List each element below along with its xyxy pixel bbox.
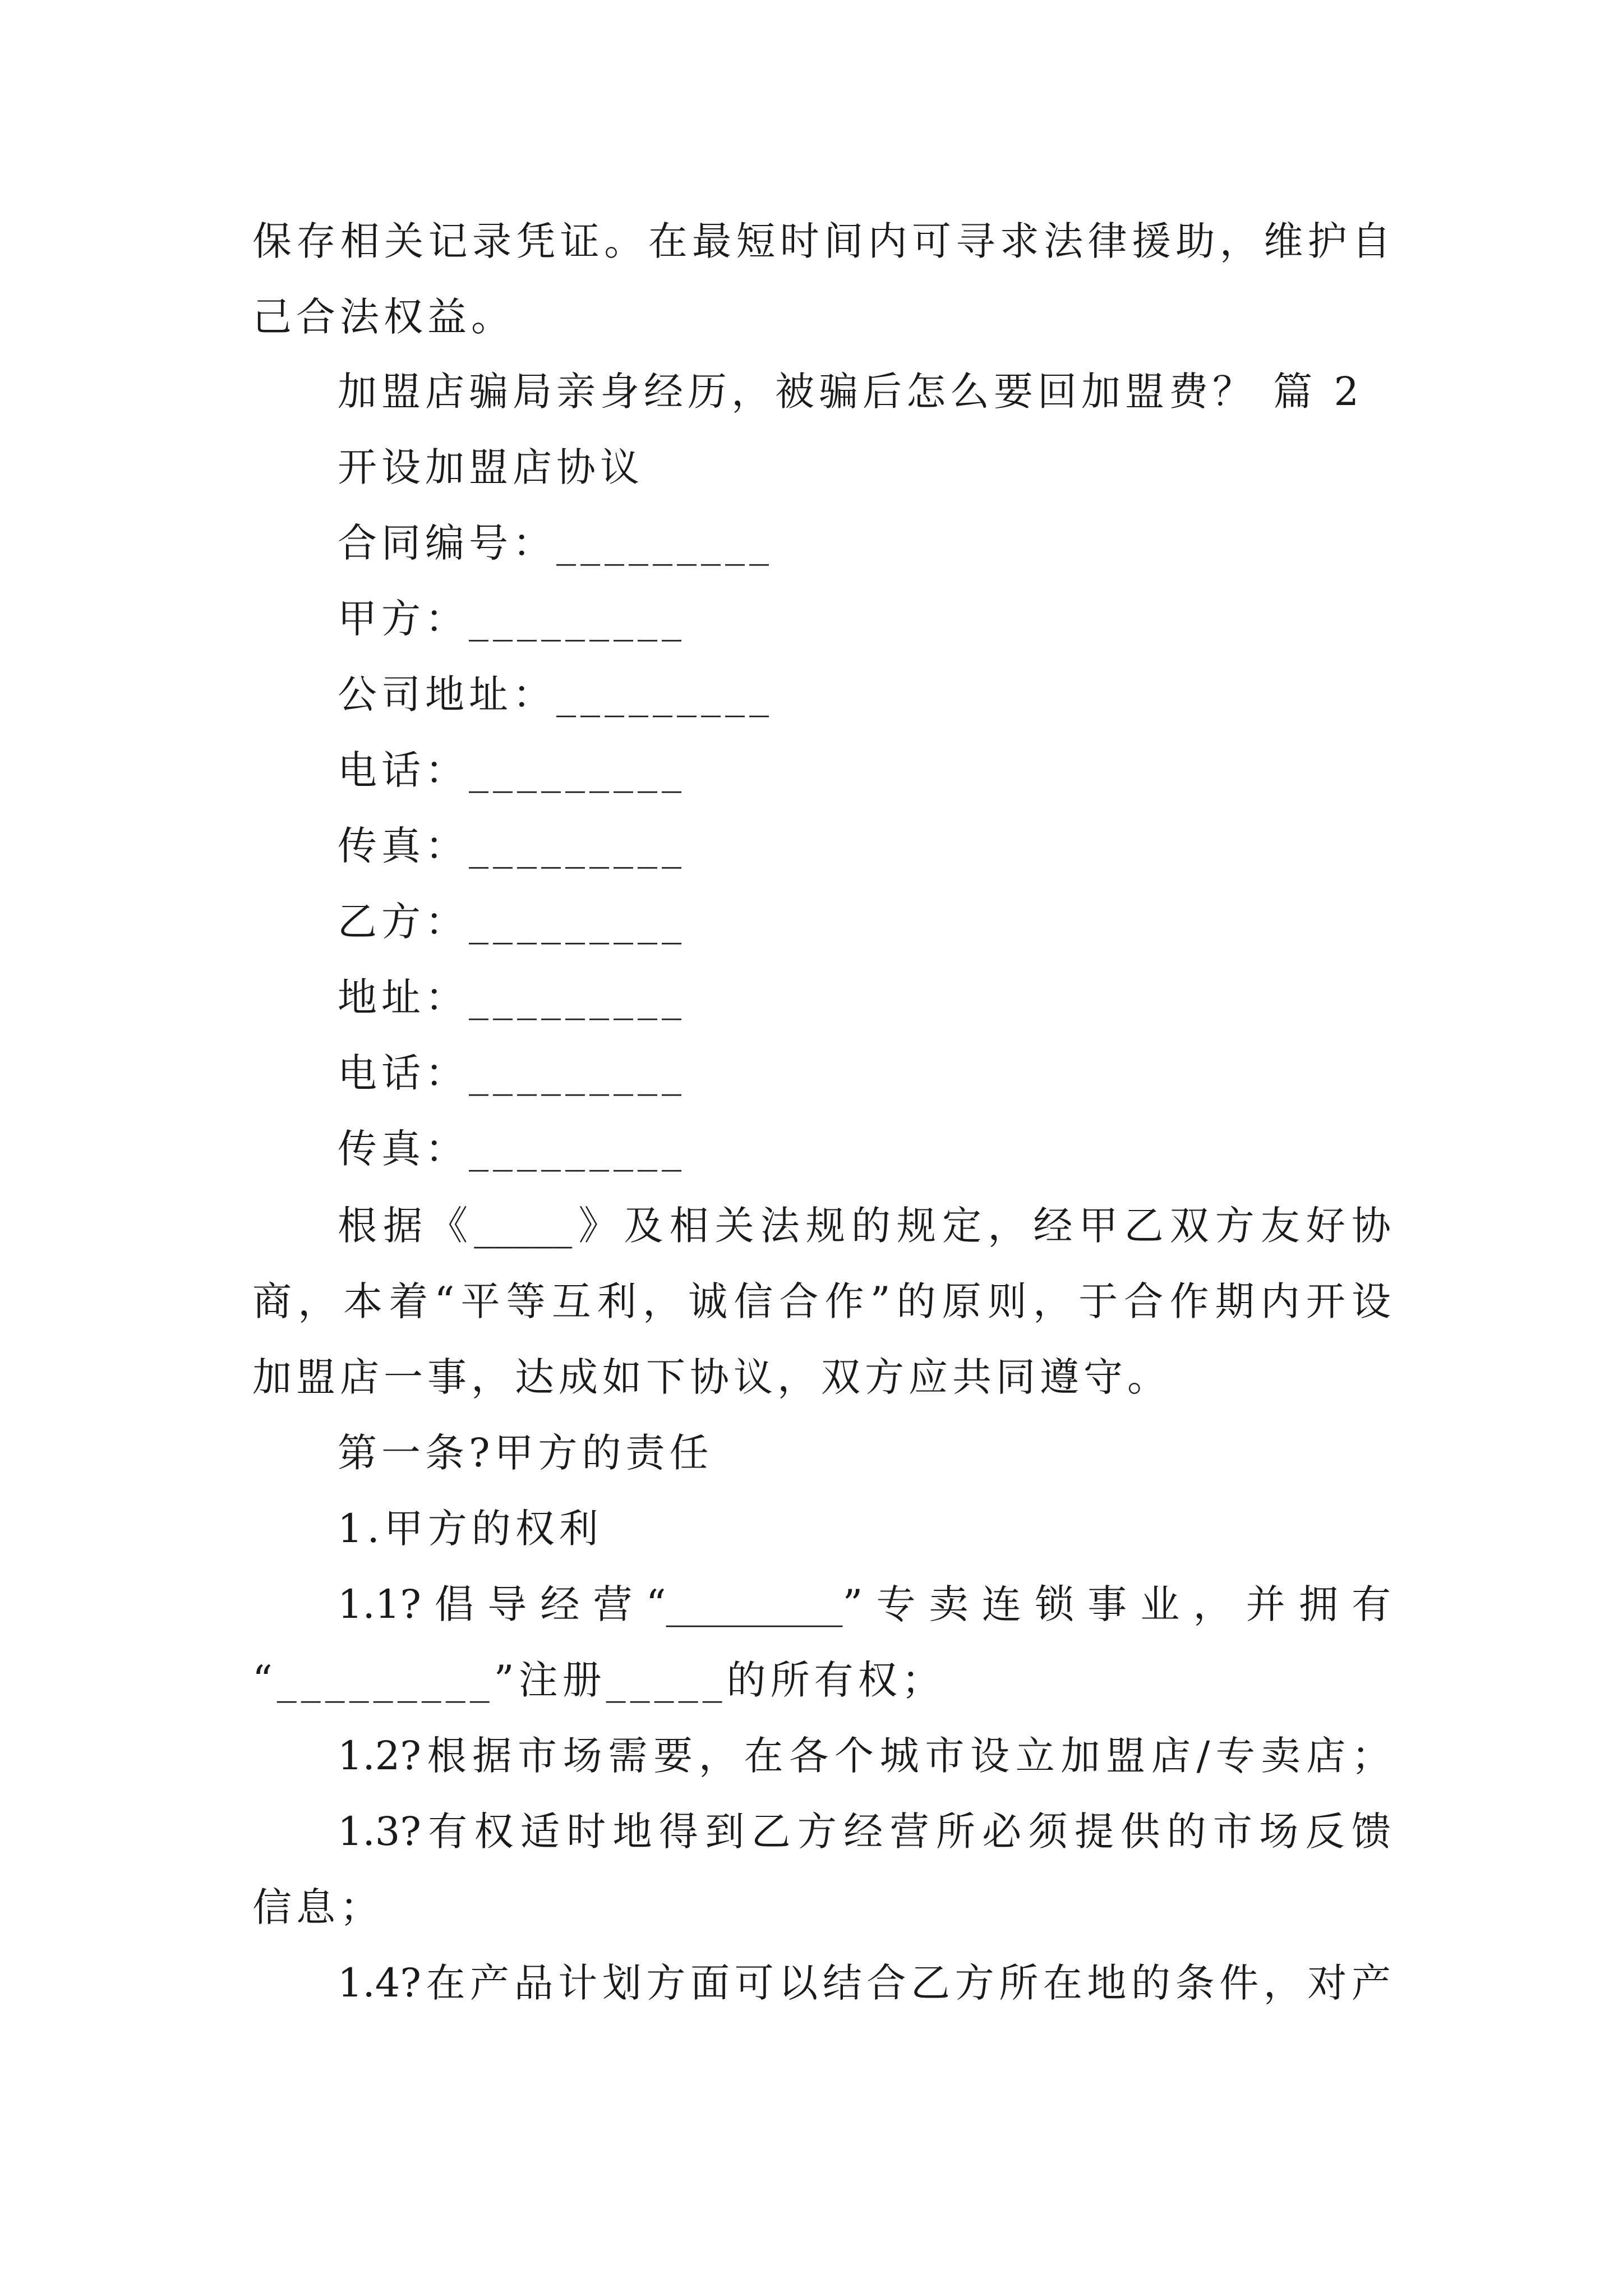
phone-field: 电话：_________ (338, 747, 686, 793)
body-text-line: 加盟店一事，达成如下协议，双方应共同遵守。 (252, 1354, 1171, 1400)
clause-text-line: 1.2?根据市场需要，在各个城市设立加盟店/专卖店； (338, 1733, 1391, 1779)
clause-text-line: “_________”注册_____的所有权； (252, 1657, 946, 1703)
clause-text-line: 1.4?在产品计划方面可以结合乙方所在地的条件，对产 (338, 1960, 1391, 2006)
address-field: 地址：_________ (338, 974, 686, 1020)
clause-text-line: 1.3?有权适时地得到乙方经营所必须提供的市场反馈 (338, 1809, 1391, 1855)
body-text-line: 根据《_____》及相关法规的规定，经甲乙双方友好协 (338, 1203, 1391, 1249)
phone-field: 电话：_________ (338, 1050, 686, 1096)
party-b-field: 乙方：_________ (338, 899, 686, 945)
body-text-line: 商，本着“平等互利，诚信合作”的原则，于合作期内开设 (252, 1278, 1391, 1324)
body-text-line: 己合法权益。 (252, 294, 515, 340)
section-heading: 加盟店骗局亲身经历，被骗后怎么要回加盟费？ 篇 2 (338, 369, 1364, 415)
contract-number-field: 合同编号：_________ (338, 520, 773, 566)
fax-field: 传真：_________ (338, 1126, 686, 1172)
party-a-field: 甲方：_________ (338, 596, 686, 642)
clause-text-line: 1.1?倡导经营“_________”专卖连锁事业，并拥有 (338, 1581, 1391, 1627)
subsection-heading: 1.甲方的权利 (338, 1506, 603, 1552)
fax-field: 传真：_________ (338, 823, 686, 869)
company-address-field: 公司地址：_________ (338, 671, 773, 717)
document-title: 开设加盟店协议 (338, 444, 644, 490)
clause-text-line: 信息； (252, 1884, 384, 1930)
body-text-line: 保存相关记录凭证。在最短时间内可寻求法律援助，维护自 (252, 218, 1391, 264)
article-heading: 第一条?甲方的责任 (338, 1430, 713, 1476)
